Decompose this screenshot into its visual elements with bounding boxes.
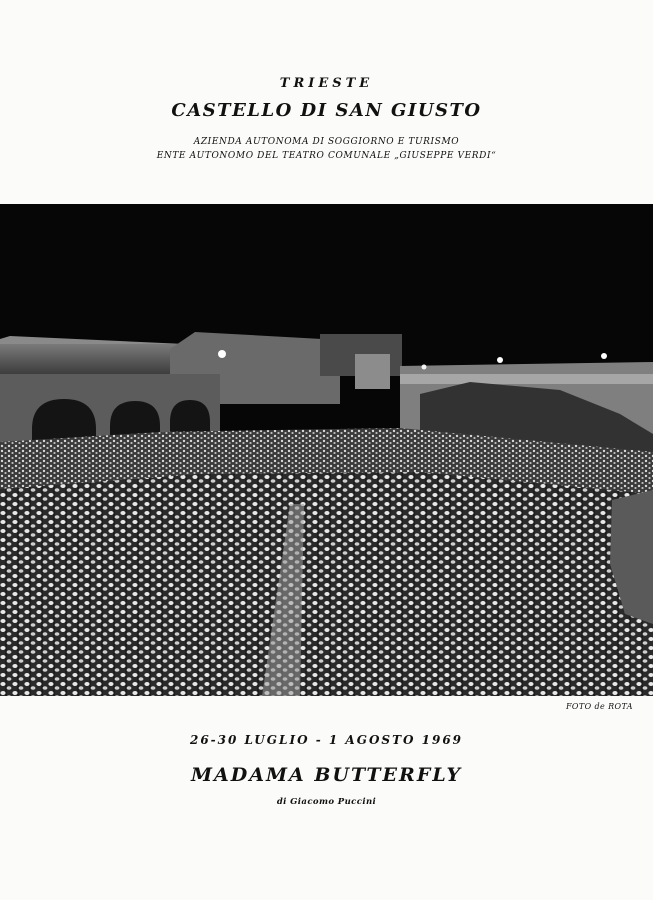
city-heading: TRIESTE <box>279 76 374 91</box>
venue-heading: CASTELLO DI SAN GIUSTO <box>171 100 482 121</box>
opera-title: MADAMA BUTTERFLY <box>190 764 463 786</box>
organizer-line-2: ENTE AUTONOMO DEL TEATRO COMUNALE „GIUSEPPE VERDI“ <box>156 151 497 161</box>
organizer-line-1: AZIENDA AUTONOMA DI SOGGIORNO E TURISMO <box>193 137 460 147</box>
event-dates: 26-30 LUGLIO - 1 AGOSTO 1969 <box>189 733 464 747</box>
composer-credit: di Giacomo Puccini <box>276 797 377 807</box>
concert-photograph <box>0 204 653 696</box>
photo-credit: FOTO de ROTA <box>565 702 633 711</box>
